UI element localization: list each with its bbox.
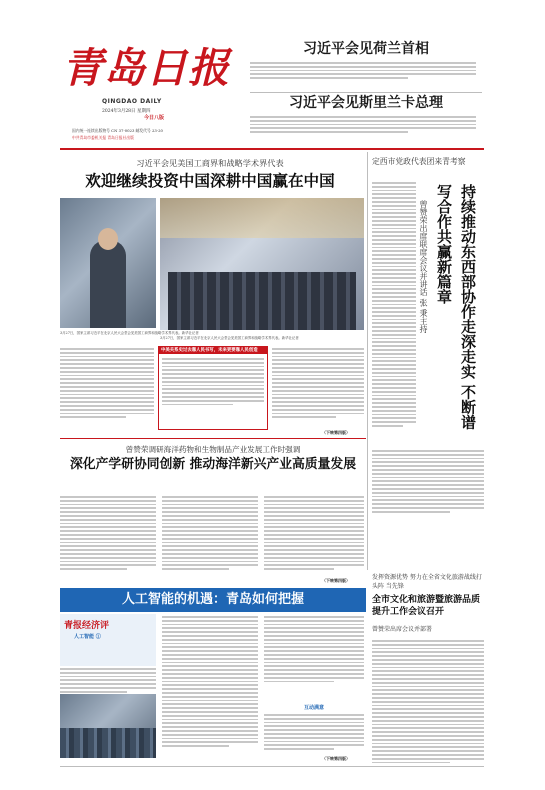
right-kicker: 定西市党政代表团来青考察 [372, 157, 466, 166]
lead-photo-left [60, 198, 156, 328]
lead-kicker: 习近平会见美国工商界和战略学术界代表 [136, 158, 284, 168]
lead-box-text [159, 354, 267, 409]
lead-photo-right [160, 198, 364, 330]
ai-headline: 人工智能的机遇：青岛如何把握 [121, 592, 304, 607]
ai-column [60, 614, 156, 666]
ai-intro [60, 668, 156, 693]
lead-headline: 欢迎继续投资中国深耕中国赢在中国 [85, 172, 335, 190]
industry-rule [60, 438, 366, 439]
top-news-2-title: 习近平会见斯里兰卡总理 [289, 95, 443, 111]
right-body [372, 182, 416, 427]
top-news-1-text [250, 62, 476, 79]
ai-photo [60, 694, 156, 758]
ai-section-title: 互动满意 [303, 705, 324, 711]
masthead-title: 青岛日报 [62, 44, 230, 92]
lead-body-col-1 [60, 348, 154, 418]
industry-kicker: 曾赞荣调研海洋药物和生物制品产业发展工作时强调 [125, 445, 301, 454]
ai-body-2 [264, 616, 364, 682]
industry-body-1 [60, 496, 156, 570]
right-headline: 持续推动东西部协作走深走实 不断谱写合作共赢新篇章 [435, 184, 477, 430]
guild-kicker: 发挥资源优势 努力在全省文化旅游战线打头阵 当先锋 [372, 574, 482, 590]
lead-photo-left-figure [90, 240, 126, 328]
guild-body [372, 640, 484, 763]
lead-photo-left-caption: 3月27日，国家主席习近平在北京人民大会堂会见美国工商界和战略学术界代表。新华社记者 [60, 331, 199, 335]
right-column-divider [367, 152, 368, 570]
lead-photo-right-people [168, 272, 356, 330]
ai-body-1 [162, 616, 258, 747]
industry-body-3 [264, 496, 364, 570]
masthead-rule [60, 148, 484, 150]
industry-more: （下转第四版） [322, 578, 350, 583]
ai-column-sub: 人工智能 ① [74, 634, 101, 640]
industry-headline: 深化产学研协同创新 推动海洋新兴产业高质量发展 [70, 457, 356, 472]
lead-photo-right-caption: 3月27日，国家主席习近平在北京人民大会堂会见美国工商界和战略学术界代表。新华社记者 [160, 336, 299, 340]
top-news-2-text [250, 116, 476, 133]
right-body-bottom [372, 450, 484, 513]
ai-photo-skyline [60, 728, 156, 758]
top-news-1 [250, 40, 482, 92]
lead-photo-right-banner [160, 198, 364, 238]
top-news-1-title: 习近平会见荷兰首相 [303, 41, 429, 57]
top-news-2 [250, 94, 482, 146]
masthead-date: 2024年3月28日 星期四 [102, 109, 151, 114]
masthead-en: QINGDAO DAILY [102, 98, 162, 105]
ai-column-title: 青报经济评 [64, 621, 110, 631]
lead-photo-left-head [98, 228, 118, 250]
top-news-divider [250, 92, 482, 93]
ai-more: （下转第四版） [322, 756, 350, 761]
guild-sub: 曾赞荣出席会议并部署 [372, 626, 433, 633]
guild-headline: 全市文化和旅游暨旅游品质提升工作会议召开 [372, 595, 481, 617]
ai-banner [60, 588, 366, 612]
masthead-issue: 今日八版 [144, 115, 165, 121]
footer-rule [60, 766, 484, 767]
lead-body-col-3 [272, 348, 364, 418]
ai-body-3 [264, 714, 364, 750]
masthead-meta-1: 国内统一连续出版物号 CN 37-0023 邮发代号 23-20 [72, 128, 163, 133]
masthead [62, 42, 250, 146]
masthead-meta-2: 中共青岛市委机关报 青岛日报社出版 [72, 135, 134, 140]
industry-body-2 [162, 496, 258, 570]
lead-box [158, 346, 268, 430]
right-sub: 曾赞荣出席联席会议并讲话 张 秉主持 [419, 200, 428, 334]
lead-more: （下转第四版） [322, 430, 350, 435]
lead-box-title: 中美关系史过去靠人民书写，未来更要靠人民创造 [159, 347, 267, 354]
